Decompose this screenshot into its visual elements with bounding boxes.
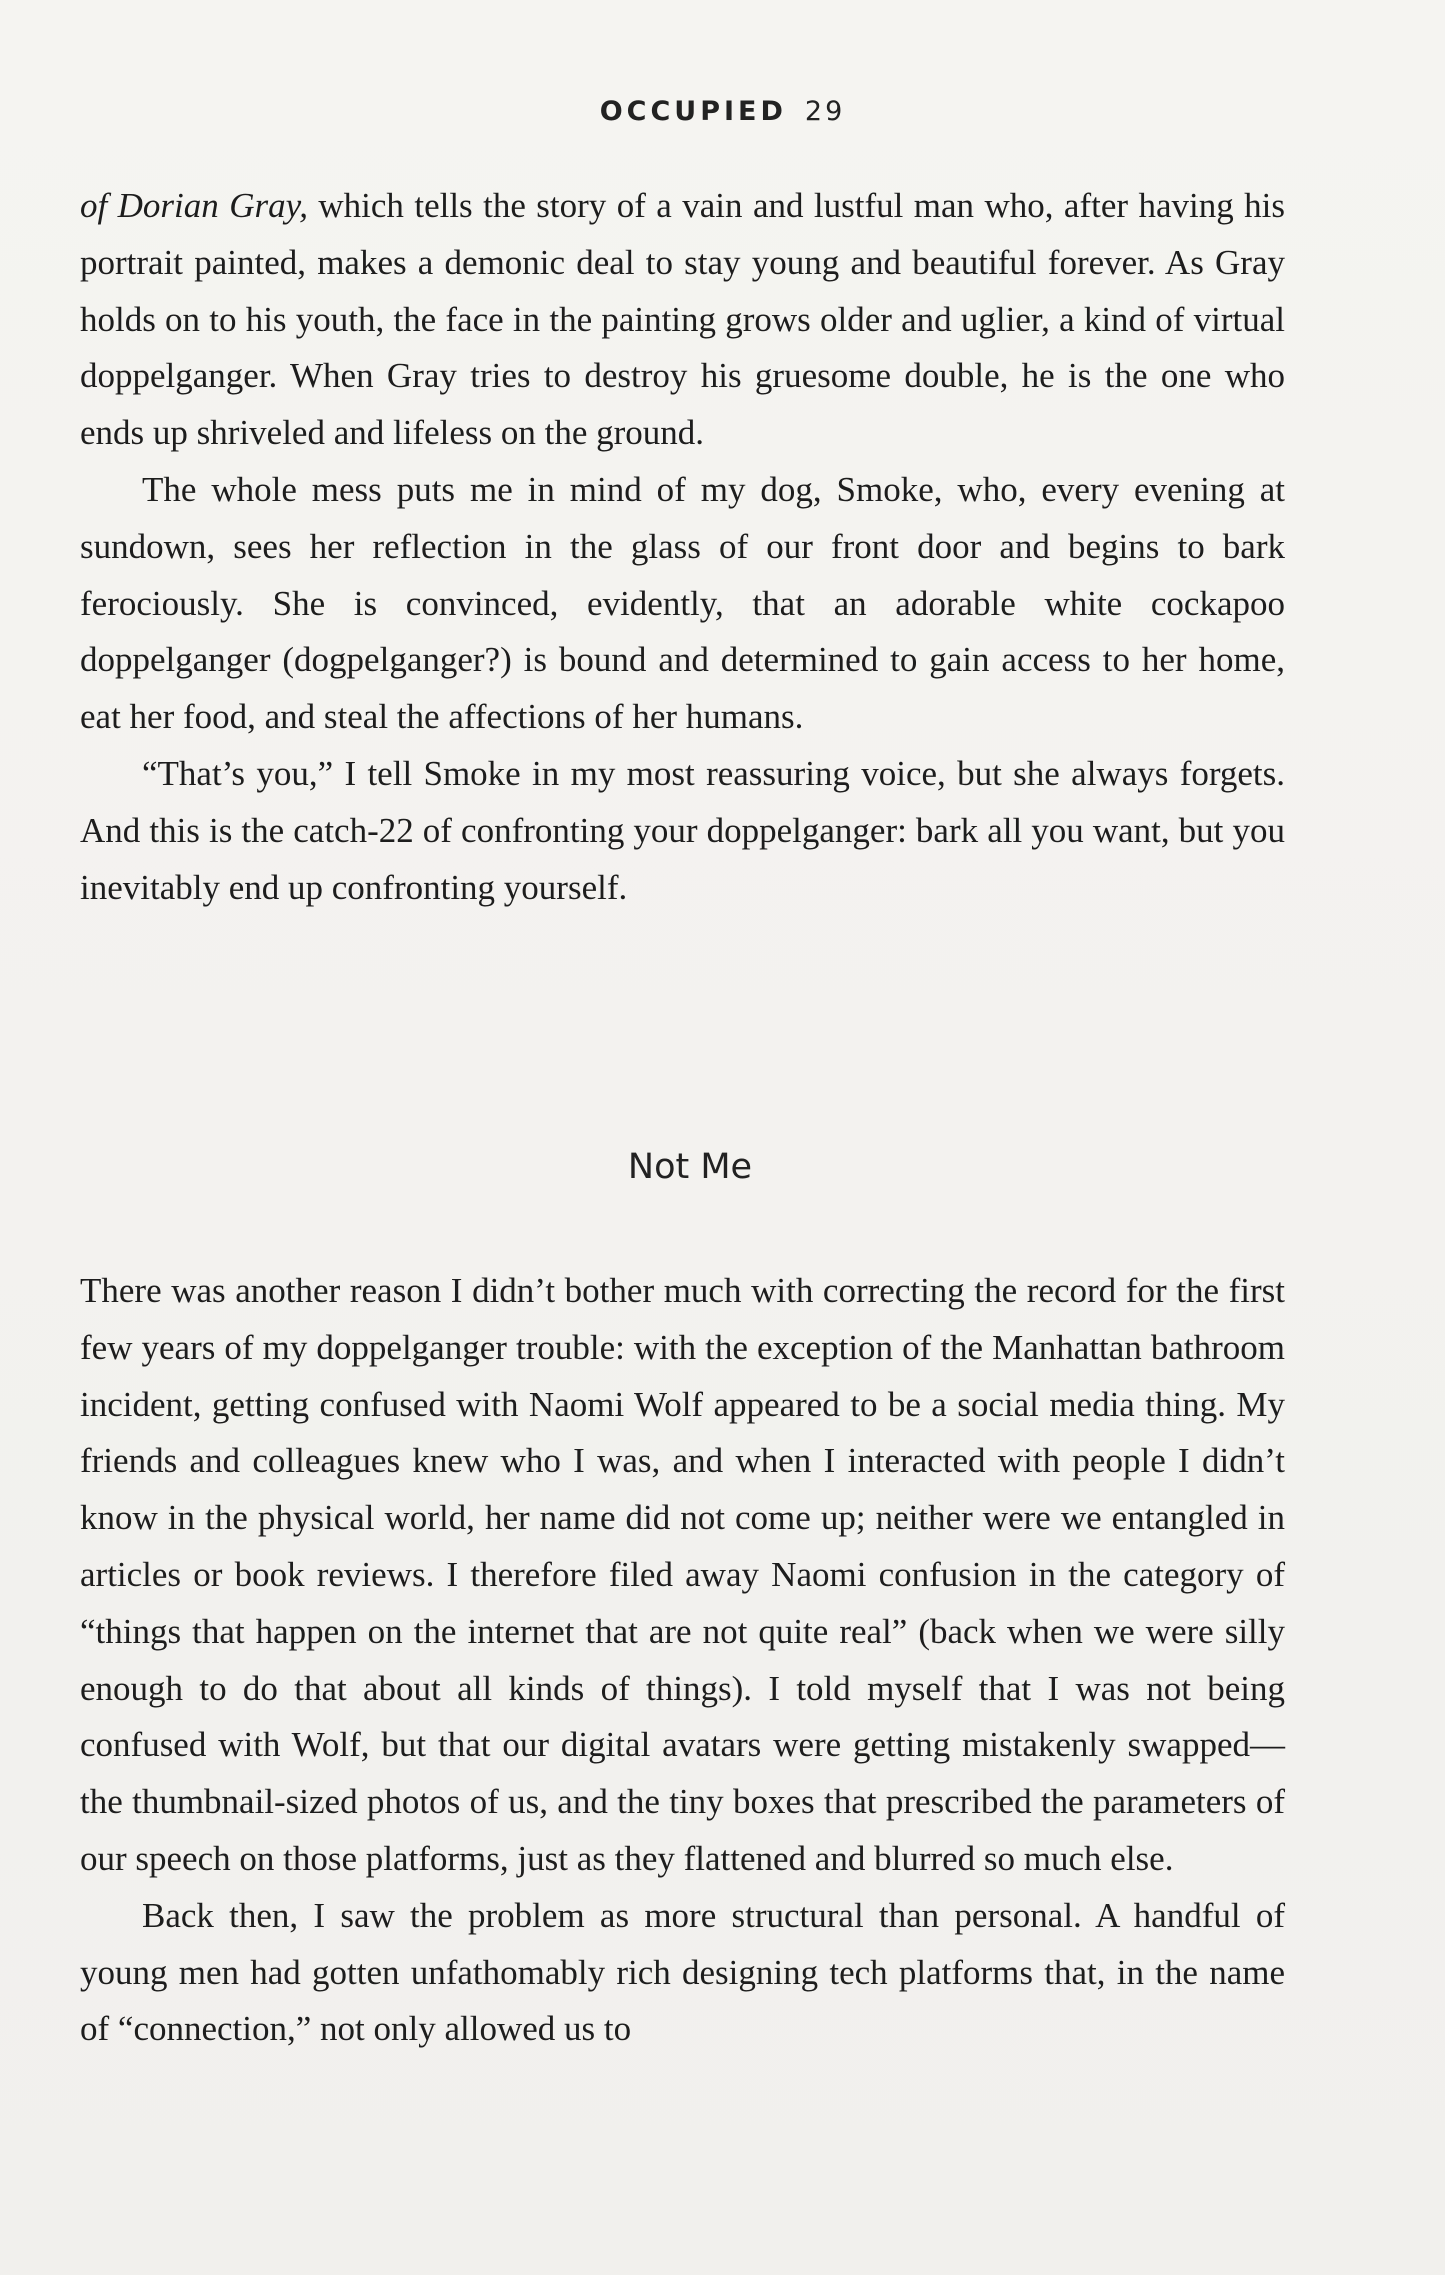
paragraph: of Dorian Gray, which tells the story of a vain and lustful man who, after having his portrait painted, makes a demonic deal to stay young and beautiful forever. As Gray holds on to his youth, the face in the painting grows older and uglier, a kind of virtual doppelganger. When Gray tries to destroy his gruesome double, he is the one who ends up shriveled and lifeless on the ground.	[80, 186, 1285, 453]
page-number: 29	[804, 96, 846, 127]
paragraph: Back then, I saw the problem as more structural than personal. A handful of young men had gotten unfathomably rich designing tech platforms that, in the name of “connection,” not only allowed us to	[80, 1895, 1285, 2049]
running-head	[0, 96, 1445, 127]
section-heading: Not Me	[627, 1147, 753, 1187]
paragraph: There was another reason I didn’t bother much with correcting the record for the first few years of my doppelganger trouble: with the exception of the Manhattan bathroom incident, getting confused with Naomi Wolf appeared to be a social media thing. My friends and colleagues knew who I was, and when I interacted with people I didn’t know in the physical world, her name did not come up; neither were we entangled in articles or book reviews. I therefore filed away Naomi confusion in the category of “things that happen on the internet that are not quite real” (back when we were silly enough to do that about all kinds of things). I told myself that I was not being confused with Wolf, but that our digital avatars were getting mistakenly swapped—the thumbnail-sized photos of us, and the tiny boxes that prescribed the parameters of our speech on those platforms, just as they flattened and blurred so much else.	[80, 1271, 1285, 1878]
paragraph: “That’s you,” I tell Smoke in my most reassuring voice, but she always forgets. And this is the catch-22 of confronting your doppelganger: bark all you want, but you inevitably end up confronting yourself.	[80, 753, 1285, 907]
body-text-top	[80, 178, 1285, 916]
paragraph: The whole mess puts me in mind of my dog, Smoke, who, every evening at sundown, sees her reflection in the glass of our front door and begins to bark ferociously. She is convinced, evidently, that an adorable white cockapoo doppelganger (dogpelganger?) is bound and determined to gain access to her home, eat her food, and steal the affections of her humans.	[80, 469, 1285, 737]
italic-title-fragment: of Dorian Gray,	[80, 186, 308, 225]
body-text-bottom	[80, 1263, 1285, 2058]
chapter-title: OCCUPIED	[599, 96, 787, 127]
